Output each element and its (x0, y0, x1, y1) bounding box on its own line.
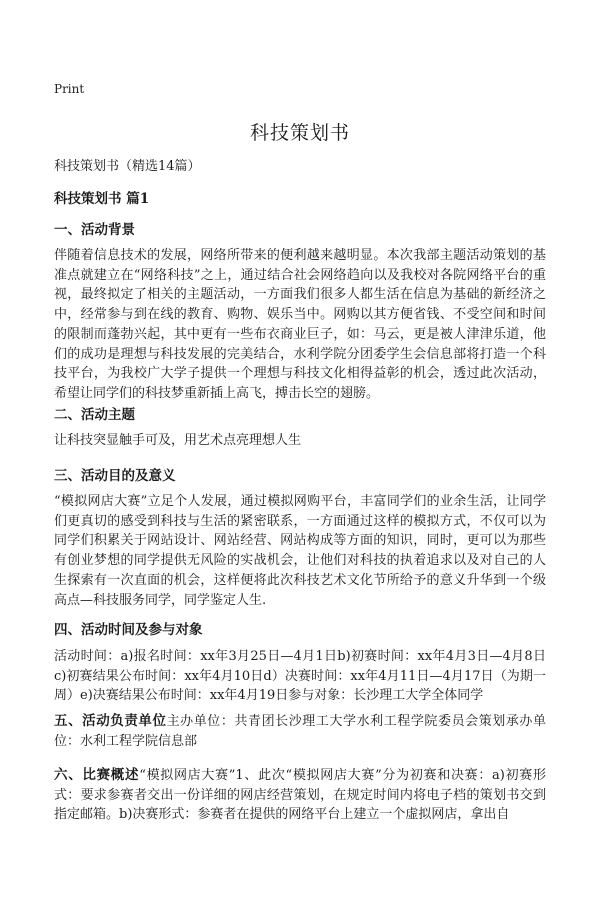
section-heading-theme: 二、活动主题 (54, 407, 135, 423)
section-body-purpose: “模拟网店大赛”立足个人发展，通过模拟网购平台，丰富同学们的业余生活，让同学们更真切的感受到科技与生活的紧密联系，一方面通过这样的模拟方式，不仅可以为同学们积累关于网站设计、网站经营、网站构成等方面的知识，同时，更可以为那些有创业梦想的同学提供无风险的实战机会，让他们对科技的执着追求以及对自己的人生探索有一次直面的机会，这样便将此次科技艺术文化节所给予的意义升华到一个级高点—科技服务同学，同学鉴定人生. (54, 494, 546, 608)
section-body-overview: “模拟网店大赛”1、此次“模拟网店大赛”分为初赛和决赛：a)初赛形式：要求参赛者交出一份详细的网店经营策划，在规定时间内将电子档的策划书交到指定邮箱。b)决赛形式：参赛者在提供的网络平台上建立一个虚拟网店，拿出自 (54, 768, 546, 823)
document-title: 科技策划书 (249, 122, 350, 144)
section-body-background: 伴随着信息技术的发展，网络所带来的便利越来越明显。本次我部主题活动策划的基准点就建立在“网络科技”之上，通过结合社会网络趋向以及我校对各院网络平台的重视，最终拟定了相关的主题活动，一方面我们很多人都生活在信息为基础的新经济之中，经常参与到在线的教育、购物、娱乐当中。网购以其方便省钱、不受空间和时间的限制而蓬勃兴起，其中更有一些布衣商业巨子，如：马云，更是被人津津乐道，他们的成功是理想与科技发展的完美结合，水利学院分团委学生会信息部将打造一个科技平台，为我校广大学子提供一个理想与科技文化相得益彰的机会，透过此次活动，希望让同学们的科技梦重新插上高飞，搏击长空的翅膀。 (54, 248, 546, 401)
section-heading-purpose: 三、活动目的及意义 (54, 468, 176, 484)
section-overview (54, 766, 546, 825)
part-heading: 科技策划书 篇1 (54, 191, 150, 207)
print-label[interactable]: Print (54, 82, 85, 96)
section-heading-background: 一、活动背景 (54, 222, 135, 238)
section-body-theme: 让科技突显触手可及，用艺术点亮理想人生 (54, 433, 302, 448)
section-body-responsible: 主办单位：共青团长沙理工大学水利工程学院委员会策划承办单位：水利工程学院信息部 (54, 714, 546, 749)
document-subtitle: 科技策划书（精选14篇） (54, 159, 201, 174)
section-heading-responsible: 五、活动负责单位 (54, 713, 167, 729)
section-body-time: 活动时间：a)报名时间：xx年3月25日—4月1日b)初赛时间：xx年4月3日—4月8日c)初赛结果公布时间：xx年4月10日d）决赛时间：xx年4月11日—4月17日（为期一周）e)决赛结果公布时间：xx年4月19日参与对象：长沙理工大学全体同学 (54, 649, 546, 704)
section-heading-overview: 六、比赛概述 (54, 767, 140, 783)
section-heading-time: 四、活动时间及参与对象 (54, 622, 203, 638)
section-responsible (54, 712, 546, 751)
